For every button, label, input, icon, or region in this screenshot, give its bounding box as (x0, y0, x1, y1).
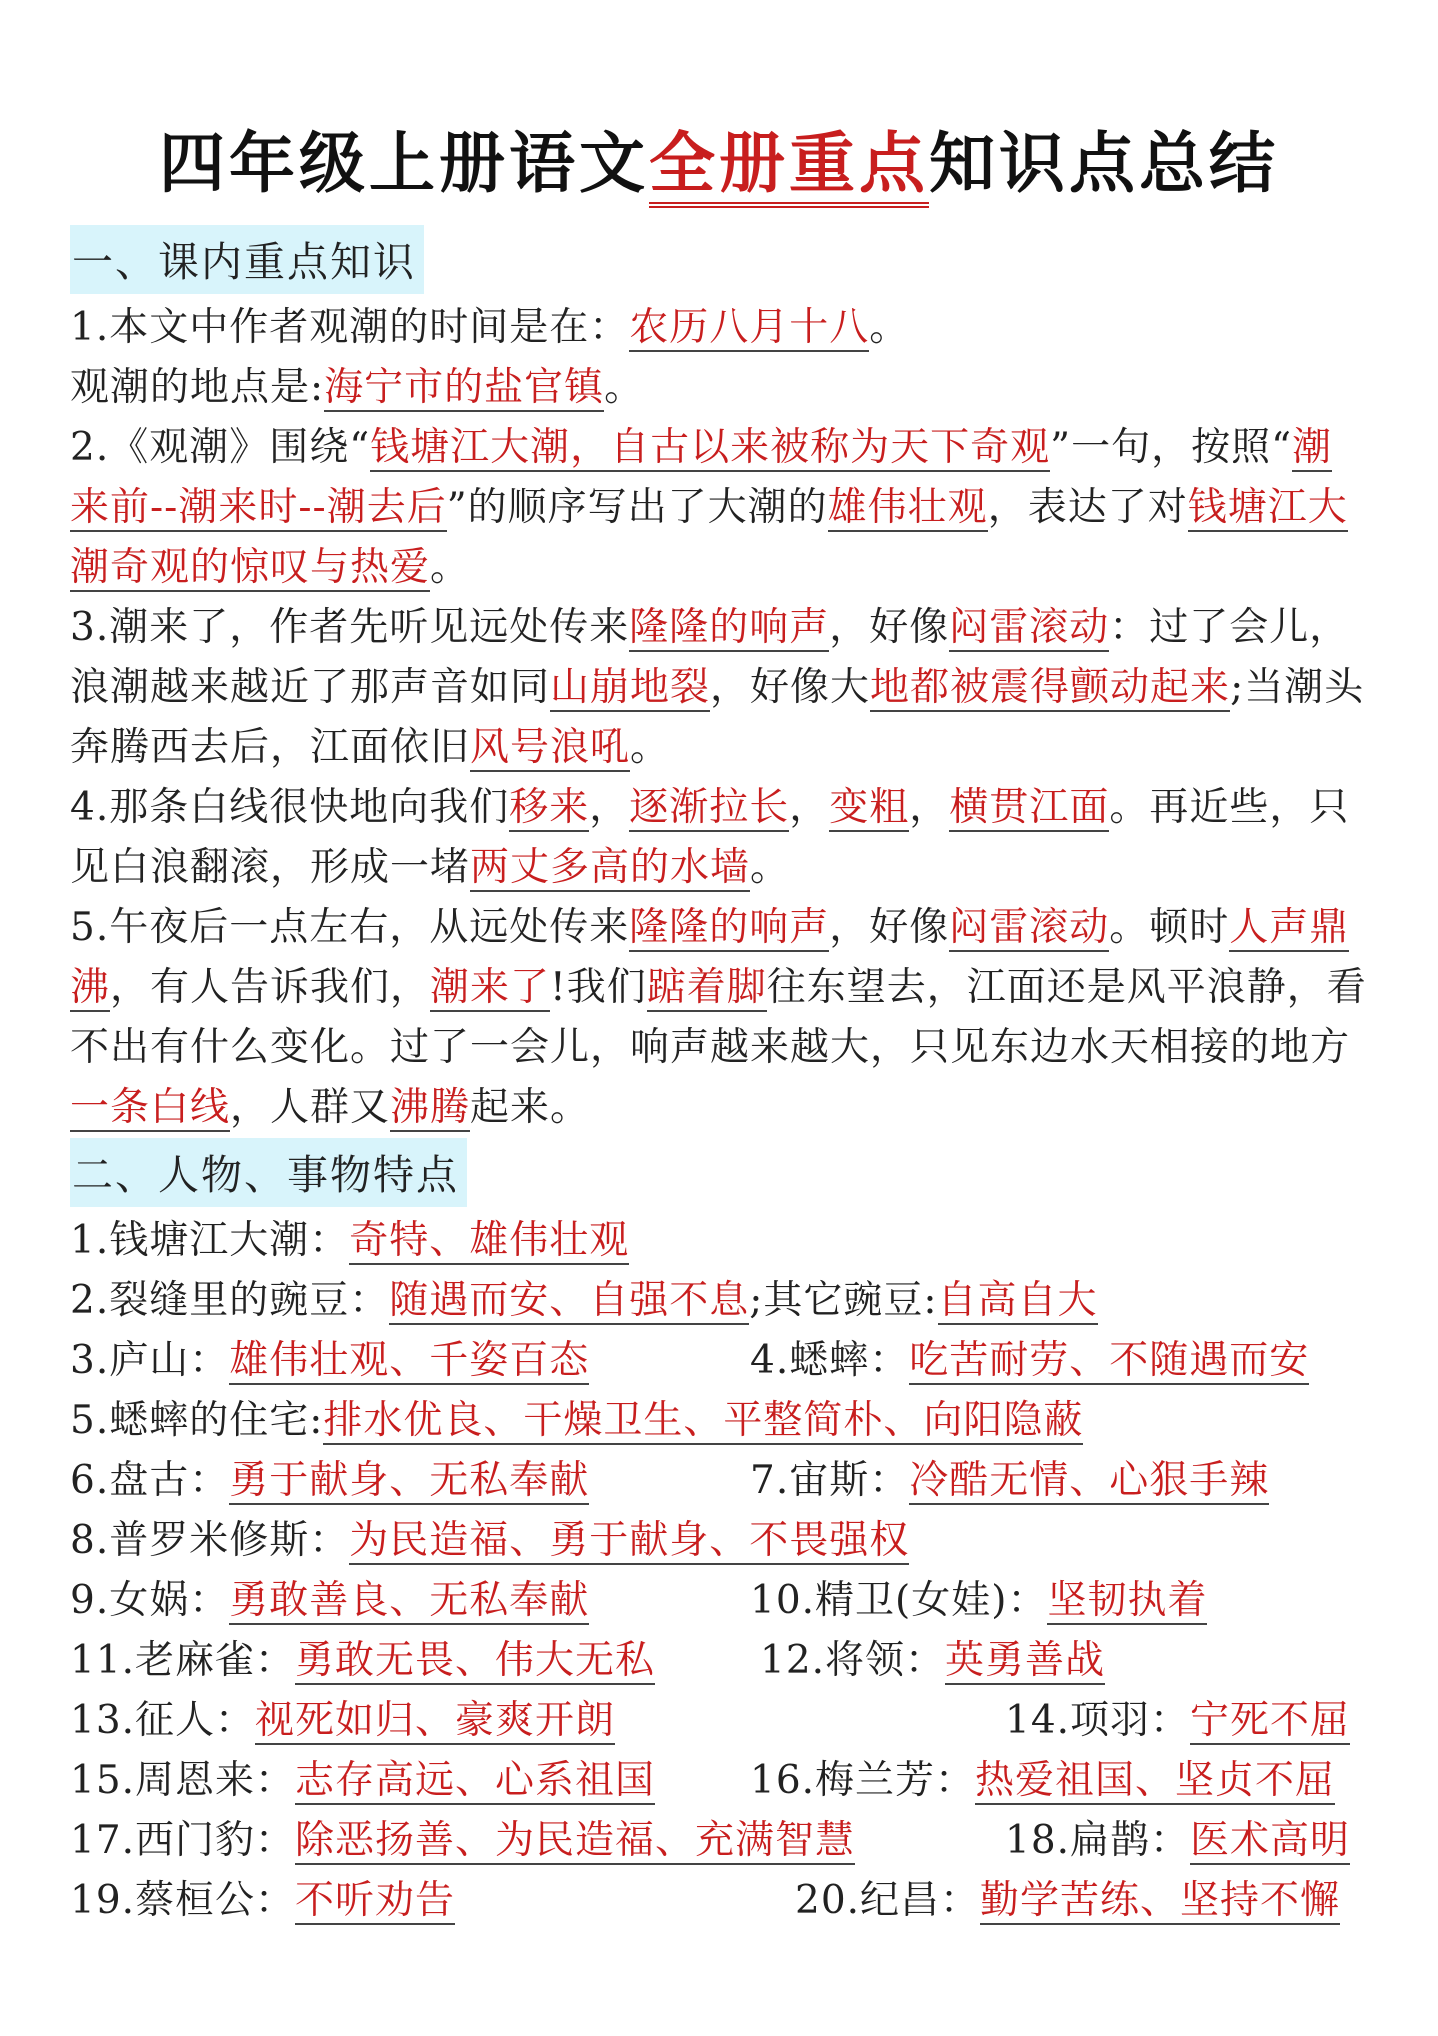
answer: 勇敢善良、无私奉献 (229, 1578, 590, 1623)
title-highlight: 全册重点 (649, 125, 929, 208)
answer: 不听劝告 (295, 1878, 456, 1923)
list-item: 2.裂缝里的豌豆：随遇而安、自强不息;其它豌豆:自高自大 (70, 1278, 1098, 1323)
paragraph: 2.《观潮》围绕“钱塘江大潮，自古以来被称为天下奇观”一句，按照“潮来前--潮来时--潮去后”的顺序写出了大潮的雄伟壮观，表达了对钱塘江大潮奇观的惊叹与热爱。 (70, 425, 1348, 590)
list-item: 17.西门豹：除恶扬善、为民造福、充满智慧 18.扁鹊：医术高明 (70, 1818, 1351, 1863)
answer: 医术高明 (1190, 1818, 1351, 1863)
answer: 视死如归、豪爽开朗 (255, 1698, 616, 1743)
list-item: 1.钱塘江大潮：奇特、雄伟壮观 (70, 1218, 630, 1263)
answer: 潮来了 (430, 965, 551, 1010)
answer: 钱塘江大潮，自古以来被称为天下奇观 (370, 425, 1051, 470)
answer: 山崩地裂 (550, 665, 711, 710)
answer: 钱塘江大潮奇观的惊叹与热爱 (70, 485, 1348, 590)
list-item: 13.征人：视死如归、豪爽开朗 14.项羽：宁死不屈 (70, 1698, 1351, 1743)
title-part: 知识点总结 (929, 125, 1279, 202)
answer: 逐渐拉长 (629, 785, 790, 830)
title-part: 四年级上册语文 (159, 125, 649, 202)
page-title (0, 110, 1438, 205)
answer: 踮着脚 (646, 965, 767, 1010)
paragraph: 1.本文中作者观潮的时间是在：农历八月十八。 (70, 305, 910, 350)
answer: 吃苦耐劳、不随遇而安 (909, 1338, 1310, 1383)
list-item: 3.庐山：雄伟壮观、千姿百态 4.蟋蟀：吃苦耐劳、不随遇而安 (70, 1338, 1310, 1383)
answer: 闷雷滚动 (949, 605, 1110, 650)
answer: 除恶扬善、为民造福、充满智慧 (295, 1818, 856, 1863)
answer: 两丈多高的水墙 (470, 845, 751, 890)
section-heading: 一、课内重点知识 (70, 225, 424, 294)
answer: 变粗 (829, 785, 910, 830)
answer: 勤学苦练、坚持不懈 (980, 1878, 1341, 1923)
list-item: 9.女娲：勇敢善良、无私奉献 10.精卫(女娃)：坚韧执着 (70, 1578, 1208, 1623)
list-item: 5.蟋蟀的住宅:排水优良、干燥卫生、平整简朴、向阳隐蔽 (70, 1398, 1084, 1443)
answer: 坚韧执着 (1047, 1578, 1208, 1623)
answer: 志存高远、心系祖国 (295, 1758, 656, 1803)
answer: 奇特、雄伟壮观 (349, 1218, 630, 1263)
paragraph: 4.那条白线很快地向我们移来，逐渐拉长，变粗，横贯江面。再近些，只见白浪翻滚，形成一堵两丈多高的水墙。 (70, 785, 1350, 890)
answer: 冷酷无情、心狠手辣 (909, 1458, 1270, 1503)
answer: 英勇善战 (945, 1638, 1106, 1683)
content (70, 225, 1370, 1931)
answer: 地都被震得颤动起来 (870, 665, 1231, 710)
answer: 横贯江面 (949, 785, 1110, 830)
list-item: 6.盘古：勇于献身、无私奉献 7.宙斯：冷酷无情、心狠手辣 (70, 1458, 1270, 1503)
answer: 雄伟壮观 (827, 485, 988, 530)
answer: 排水优良、干燥卫生、平整简朴、向阳隐蔽 (323, 1398, 1084, 1443)
answer: 海宁市的盐官镇 (324, 365, 605, 410)
answer: 勇于献身、无私奉献 (229, 1458, 590, 1503)
answer: 自高自大 (937, 1278, 1098, 1323)
answer: 随遇而安、自强不息 (389, 1278, 750, 1323)
paragraph: 5.午夜后一点左右，从远处传来隆隆的响声，好像闷雷滚动。顿时人声鼎沸，有人告诉我们，潮来了!我们踮着脚往东望去，江面还是风平浪静，看不出有什么变化。过了一会儿，响声越来越大，只见东边水天相接的地方一条白线，人群又沸腾起来。 (70, 905, 1367, 1130)
section-heading: 二、人物、事物特点 (70, 1138, 467, 1207)
answer: 隆隆的响声 (629, 905, 830, 950)
answer: 沸腾 (390, 1085, 471, 1130)
list-item: 11.老麻雀：勇敢无畏、伟大无私 12.将领：英勇善战 (70, 1638, 1106, 1683)
list-item: 19.蔡桓公：不听劝告 20.纪昌：勤学苦练、坚持不懈 (70, 1878, 1341, 1923)
answer: 人声鼎沸 (70, 905, 1350, 1010)
answer: 热爱祖国、坚贞不屈 (975, 1758, 1336, 1803)
paragraph: 观潮的地点是:海宁市的盐官镇。 (70, 365, 645, 410)
list-item: 8.普罗米修斯：为民造福、勇于献身、不畏强权 (70, 1518, 910, 1563)
answer: 风号浪吼 (470, 725, 631, 770)
answer: 雄伟壮观、千姿百态 (229, 1338, 590, 1383)
answer: 闷雷滚动 (949, 905, 1110, 950)
answer: 为民造福、勇于献身、不畏强权 (349, 1518, 910, 1563)
answer: 隆隆的响声 (629, 605, 830, 650)
answer: 勇敢无畏、伟大无私 (295, 1638, 656, 1683)
answer: 宁死不屈 (1190, 1698, 1351, 1743)
list-item: 15.周恩来：志存高远、心系祖国 16.梅兰芳：热爱祖国、坚贞不屈 (70, 1758, 1336, 1803)
paragraph: 3.潮来了，作者先听见远处传来隆隆的响声，好像闷雷滚动：过了会儿，浪潮越来越近了那声音如同山崩地裂，好像大地都被震得颤动起来;当潮头奔腾西去后，江面依旧风号浪吼。 (70, 605, 1365, 770)
answer: 农历八月十八 (629, 305, 870, 350)
answer: 一条白线 (70, 1085, 231, 1130)
answer: 移来 (509, 785, 590, 830)
answer: 潮来前--潮来时--潮去后 (70, 425, 1333, 530)
